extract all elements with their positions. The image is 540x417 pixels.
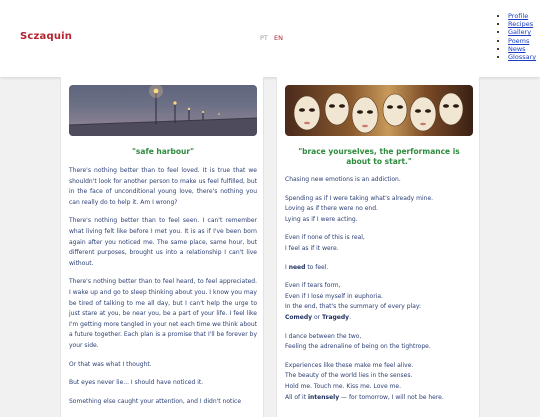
poem-line: I dance between the two,: [285, 332, 362, 340]
poem-paragraph: There's nothing better than to feel seen. I can't remember what living felt like before I met you. It is as if I've been born again after you noticed me. The same place, same hour, but different purposes, brought us into a relationship I can't live without.: [69, 217, 257, 267]
lang-en-link[interactable]: EN: [273, 34, 283, 42]
poem-punct: .: [349, 313, 351, 321]
nav-gallery[interactable]: Gallery: [508, 28, 532, 37]
poem-line: In the end, that's the summary of every play:: [285, 303, 422, 311]
language-switcher: [260, 34, 287, 42]
poem-line: Feeling the adrenaline of being on the tightrope.: [285, 343, 431, 351]
poem-paragraph: Or that was what I thought.: [69, 360, 152, 368]
poem-stanza: [285, 281, 473, 323]
nav-glossary[interactable]: Glossary: [508, 53, 537, 62]
poem-line: Lying as if I were acting.: [285, 215, 358, 223]
poem-line: Spending as if I were taking what's already mine.: [285, 194, 434, 202]
poem-line: Even if tears form,: [285, 282, 341, 290]
nav-profile[interactable]: Profile: [508, 12, 529, 20]
poem-stanza: I need to feel.: [285, 263, 329, 271]
emphasis-need: need: [288, 263, 306, 271]
poem-title: "safe harbour": [132, 147, 194, 156]
emphasis-comedy: Comedy: [285, 313, 313, 321]
poem-line: I feel as if it were.: [285, 244, 339, 252]
poem-stanza: [285, 175, 473, 186]
poem-word: or: [313, 313, 321, 321]
poem-paragraph: Something else caught your attention, and I didn't notice: [69, 397, 242, 405]
poem-stanza: [285, 194, 473, 226]
poem-card-safe-harbour: [60, 77, 264, 417]
poem-line: Loving as if there were no end.: [285, 205, 378, 213]
poem-line: Experiences like these make me feel alive.: [285, 361, 414, 369]
nav-poems[interactable]: Poems: [508, 36, 530, 45]
poem-stanza: [285, 233, 473, 254]
venetian-masks-photo: [285, 85, 473, 136]
poem-line: Even if none of this is real,: [285, 234, 365, 242]
lang-pt-link[interactable]: PT: [260, 34, 268, 42]
site-logo[interactable]: Sczaquin: [20, 31, 73, 42]
masks-illustration: [285, 85, 473, 136]
nav-news[interactable]: News: [508, 44, 526, 53]
poem-line: Chasing new emotions is an addiction.: [285, 176, 401, 183]
poem-word: All of it: [285, 393, 308, 401]
poem-stanza: [285, 361, 473, 403]
nav-recipes[interactable]: Recipes: [508, 20, 534, 29]
emphasis-tragedy: Tragedy: [322, 313, 350, 321]
emphasis-intensely: intensely: [307, 393, 340, 401]
poem-word: — for tomorrow, I will not be here.: [339, 393, 444, 401]
poem-paragraph: There's nothing better than to feel heard, to feel appreciated. I wake up and go to sleep thinking about you. I know you may be tired of talking to me all day, but I can't help the urge to just stare at you, be near you, be a part of your life. I feel like I'm getting more tangled in your net each time we think about a future together. Each plan is a promise that I'll be forever by your side.: [69, 278, 257, 349]
site-header: [0, 0, 540, 77]
poem-paragraph: But eyes never lie... I should have noticed it.: [69, 379, 204, 387]
poem-body: [69, 166, 257, 415]
poem-line: Hold me. Touch me. Kiss me. Love me.: [285, 382, 402, 390]
poem-title: "brace yourselves, the performance is about to start.": [298, 147, 460, 166]
poem-paragraph: There's nothing better than to feel loved. It is true that we shouldn't look for another person to make us feel fulfilled, but in the face of unconditional young love, there's nothing you can really do to help it. Am I wrong?: [69, 167, 257, 206]
poem-line: The beauty of the world lies in the senses.: [285, 372, 413, 380]
poem-card-brace-yourselves: [276, 77, 480, 417]
main-nav: [498, 12, 536, 61]
foggy-pier-illustration: [69, 85, 257, 136]
poem-body: [285, 175, 473, 411]
foggy-pier-lamps-photo: [69, 85, 257, 136]
poem-stanza: [285, 332, 473, 353]
poem-line: Even if I lose myself in euphoria.: [285, 292, 383, 300]
